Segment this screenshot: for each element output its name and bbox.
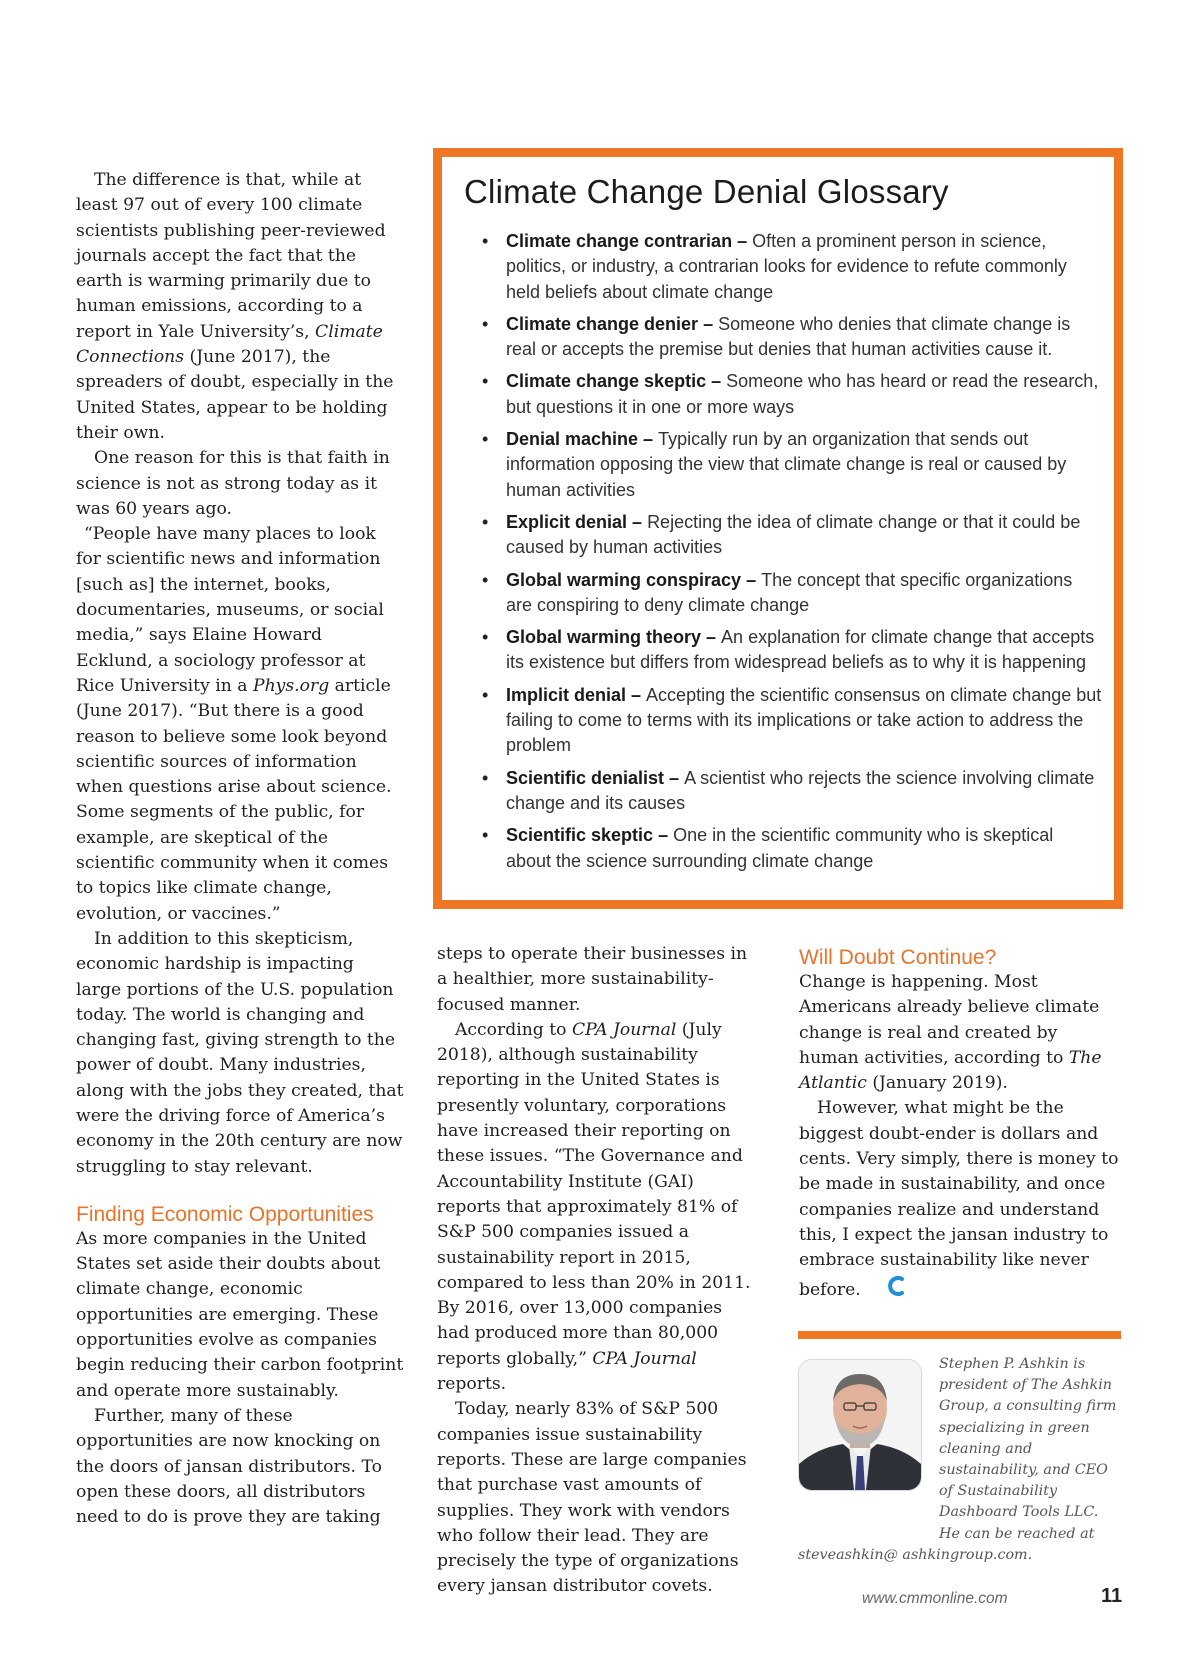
body-paragraph: Change is happening. Most Americans already believe climate change is real and created by human activities, according to The Atlantic (January 2019). bbox=[799, 972, 1102, 1094]
column-middle bbox=[437, 942, 759, 1600]
glossary-item: • Climate change denier – Someone who denies that climate change is real or accepts the premise but denies that human activities cause it. bbox=[482, 313, 1071, 360]
glossary-sidebar bbox=[433, 148, 1123, 909]
column-right bbox=[799, 945, 1121, 1306]
glossary-item: • Explicit denial – Rejecting the idea of climate change or that it could be caused by human activities bbox=[482, 511, 1081, 558]
glossary-definition: A scientist who rejects the science involving climate change and its causes bbox=[506, 767, 1095, 813]
page-number: 11 bbox=[1101, 1585, 1123, 1607]
glossary-item: • Implicit denial – Accepting the scientific consensus on climate change but failing to come to terms with its implications or take action to address the problem bbox=[482, 684, 1102, 756]
glossary-list bbox=[482, 229, 1102, 881]
glossary-item: • Scientific denialist – A scientist who rejects the science involving climate change and its causes bbox=[482, 767, 1095, 813]
glossary-term: Implicit denial bbox=[506, 684, 627, 705]
body-paragraph: Further, many of these opportunities are now knocking on the doors of jansan distributors. To open these doors, all distributors need to do is prove they are taking bbox=[76, 1405, 382, 1528]
footer-url: www.cmmonline.com bbox=[862, 1590, 1008, 1607]
glossary-term: Denial machine bbox=[506, 429, 639, 450]
section-subhead: Finding Economic Opportunities bbox=[76, 1202, 374, 1226]
body-paragraph: In addition to this skepticism, economic hardship is impacting large portions of the U.S. population today. The world is changing and changing fast, giving strength to the power of doubt. Many industries, along with the jobs they created, that were the driving force of America’s economy in the 20th century are now struggling to stay relevant. bbox=[76, 928, 404, 1177]
bullet-icon: • bbox=[482, 569, 489, 590]
glossary-term: Climate change contrarian bbox=[506, 231, 733, 251]
glossary-definition: Often a prominent person in science, politics, or industry, a contrarian looks for evidence to refute commonly held beliefs about climate change bbox=[506, 231, 1067, 302]
glossary-definition: Someone who denies that climate change is real or accepts the premise but denies that human activities cause it. bbox=[506, 313, 1071, 360]
glossary-title: Climate Change Denial Glossary bbox=[464, 173, 949, 210]
bullet-icon: • bbox=[482, 627, 489, 648]
glossary-definition: An explanation for climate change that accepts its existence but differs from widespread beliefs as to why it is happening bbox=[506, 627, 1095, 673]
glossary-item: • Scientific skeptic – One in the scientific community who is skeptical about the science surrounding climate change bbox=[482, 825, 1054, 871]
body-paragraph: The difference is that, while at least 97 out of every 100 climate scientists publishing peer-reviewed journals accept the fact that the earth is warming primarily due to human emissions, according to a report in Yale University’s, Climate Connections (June 2017), the spreaders of doubt, especially in the United States, appear to be holding their own. bbox=[76, 170, 394, 443]
glossary-term: Explicit denial bbox=[506, 511, 628, 532]
glossary-item: • Climate change skeptic – Someone who has heard or read the research, but questions it in one or more ways bbox=[482, 371, 1099, 417]
bullet-icon: • bbox=[482, 511, 489, 532]
bullet-icon: • bbox=[482, 767, 489, 788]
body-paragraph: Today, nearly 83% of S&P 500 companies issue sustainability reports. These are large companies that purchase vast amounts of supplies. They work with vendors who follow their lead. They are precisely the type of organizations every jansan distributor covets. bbox=[437, 1399, 747, 1597]
glossary-definition: Rejecting the idea of climate change or that it could be caused by human activities bbox=[506, 511, 1081, 558]
bullet-icon: • bbox=[482, 313, 489, 334]
glossary-definition: The concept that specific organizations are conspiring to deny climate change bbox=[506, 569, 1073, 615]
bio-divider bbox=[798, 1331, 1121, 1339]
body-paragraph: According to CPA Journal (July 2018), although sustainability reporting in the United States is presently voluntary, corporations have increased their reporting on these issues. “The Governance and Accountability Institute (GAI) reports that approximately 81% of S&P 500 companies issued a sustainability report in 2015, compared to less than 20% in 2011. By 2016, over 13,000 companies had produced more than 80,000 reports globally,” CPA Journal reports. bbox=[437, 1019, 751, 1395]
glossary-term: Scientific denialist bbox=[506, 767, 665, 788]
bullet-icon: • bbox=[482, 684, 489, 705]
body-paragraph: One reason for this is that faith in science is not as strong today as it was 60 years ago. bbox=[76, 448, 390, 519]
glossary-definition: One in the scientific community who is skeptical about the science surrounding climate change bbox=[506, 825, 1054, 871]
body-paragraph: “People have many places to look for scientific news and information [such as] the internet, books, documentaries, museums, or social media,” says Elaine Howard Ecklund, a sociology professor at Rice University in a Phys.org article (June 2017). “But there is a good reason to believe some look beyond scientific sources of information when questions arise about science. Some segments of the public, for example, are skeptical of the scientific community when it comes to topics like climate change, evolution, or vaccines.” bbox=[76, 524, 392, 924]
bullet-icon: • bbox=[482, 371, 489, 392]
glossary-term: Climate change denier bbox=[506, 313, 699, 334]
author-bio: Stephen P. Ashkin is president of The Ashkin Group, a consulting firm specializing in green cleaning and sustainability, and CEO of Sustainability Dashboard Tools LLC. He can be reached at steveashkin@ ashkingroup.com. bbox=[798, 1356, 1117, 1563]
bullet-icon: • bbox=[482, 231, 489, 251]
bullet-icon: • bbox=[482, 825, 489, 846]
glossary-definition: Typically run by an organization that sends out information opposing the view that climate change is real or caused by human activities bbox=[506, 429, 1067, 500]
body-paragraph: However, what might be the biggest doubt-ender is dollars and cents. Very simply, there is money to be made in sustainability, and once companies realize and understand this, I expect the jansan industry to embrace sustainability like never before. bbox=[799, 1096, 1121, 1305]
glossary-item: • Global warming conspiracy – The concept that specific organizations are conspiring to deny climate change bbox=[482, 569, 1073, 615]
glossary-item: • Denial machine – Typically run by an organization that sends out information opposing the view that climate change is real or caused by human activities bbox=[482, 429, 1067, 500]
body-paragraph: As more companies in the United States set aside their doubts about climate change, economic opportunities are emerging. These opportunities evolve as companies begin reducing their carbon footprint and operate more sustainably. bbox=[76, 1228, 404, 1401]
column-left bbox=[76, 168, 404, 1530]
glossary-item: • Global warming theory – An explanation for climate change that accepts its existence but differs from widespread beliefs as to why it is happening bbox=[482, 627, 1095, 673]
glossary-term: Global warming theory bbox=[506, 627, 702, 648]
cmm-logo-icon bbox=[867, 1274, 907, 1306]
bullet-icon: • bbox=[482, 429, 489, 450]
glossary-term: Global warming conspiracy bbox=[506, 569, 742, 590]
glossary-definition: Accepting the scientific consensus on climate change but failing to come to terms with its implications or take action to address the problem bbox=[506, 684, 1102, 756]
glossary-term: Climate change skeptic bbox=[506, 371, 707, 392]
section-subhead: Will Doubt Continue? bbox=[799, 946, 997, 969]
body-paragraph: steps to operate their businesses in a healthier, more sustainability-focused manner. bbox=[437, 944, 748, 1015]
glossary-definition: Someone who has heard or read the research, but questions it in one or more ways bbox=[506, 371, 1099, 417]
glossary-item: • Climate change contrarian – Often a prominent person in science, politics, or industry, a contrarian looks for evidence to refute commonly held beliefs about climate change bbox=[482, 231, 1067, 302]
glossary-term: Scientific skeptic bbox=[506, 825, 654, 846]
